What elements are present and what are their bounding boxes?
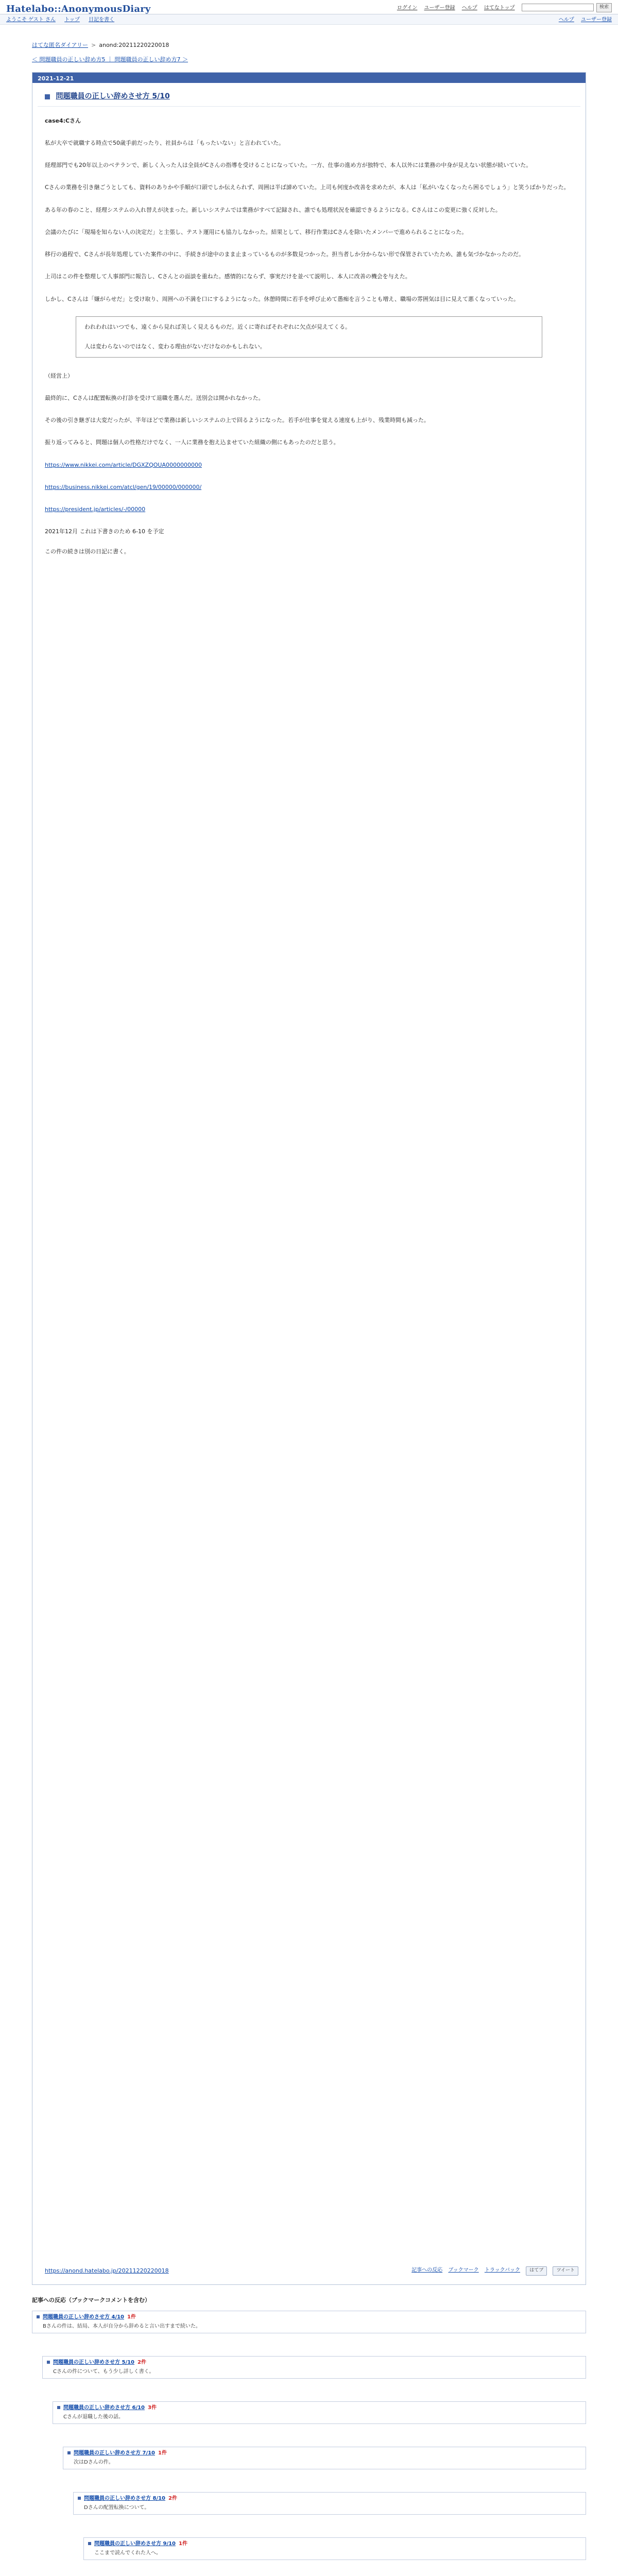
trackback-item (83, 2537, 586, 2560)
subbar-link-register[interactable]: ユーザー登録 (581, 17, 612, 23)
trackback-header (67, 2449, 581, 2458)
trackback-item (63, 2447, 586, 2469)
hatebu-button[interactable]: はてブ (526, 2266, 547, 2276)
subbar-link-top[interactable]: トップ (64, 17, 80, 23)
header-links (392, 3, 612, 12)
trackback-title-link[interactable]: 問題職員の正しい辞めさせ方 5/10 (53, 2360, 135, 2365)
breadcrumb-current: anond:20211220220018 (99, 42, 169, 48)
trackback-count: 1件 (158, 2450, 167, 2456)
trackback-item (73, 2492, 586, 2515)
trackback-count: 3件 (148, 2405, 157, 2411)
entry-tools (407, 2266, 578, 2276)
trackback-title-link[interactable]: 問題職員の正しい辞めさせ方 4/10 (43, 2314, 125, 2320)
entry-external-link[interactable]: https://www.nikkei.com/article/DGXZQOUA0000000000 (45, 461, 202, 468)
search-button[interactable]: 検索 (596, 3, 612, 12)
trackbacks-heading: 記事への反応（ブックマークコメントを含む） (32, 2297, 151, 2303)
page-header (0, 0, 618, 14)
entry-paragraph: Cさんの業務を引き継ごうとしても、資料のありかや手順が口頭でしか伝えられず、周囲は半ば諦めていた。上司も何度か改善を求めたが、本人は「私がいなくなったら困るでしょう」と笑うばかりだった。 (45, 184, 570, 191)
trackback-snippet: 次はDさんの件。 (74, 2459, 114, 2465)
trackback-bullet-icon (67, 2451, 71, 2454)
related-entries-nav[interactable] (32, 55, 188, 64)
trackback-header (47, 2358, 581, 2367)
header-link-help[interactable]: ヘルプ (461, 5, 477, 11)
entry-paragraph: （経営上） (45, 372, 73, 379)
trackback-title-link[interactable]: 問題職員の正しい辞めさせ方 7/10 (74, 2450, 156, 2456)
trackback-snippet: ここまで読んでくれた人へ。 (94, 2550, 161, 2556)
trackbacks-section (32, 2295, 586, 2556)
entry-tool-trackback[interactable]: トラックバック (484, 2267, 521, 2273)
trackback-header (57, 2403, 581, 2413)
entry-paragraph: その後の引き継ぎは大変だったが、半年ほどで業務は新しいシステムの上で回るようになった。若手が仕事を覚える速度も上がり、残業時間も減った。 (45, 417, 430, 423)
breadcrumb-separator: > (91, 42, 96, 48)
header-link-login[interactable]: ログイン (397, 5, 418, 11)
entry-external-link[interactable]: https://president.jp/articles/-/00000 (45, 506, 146, 513)
trackback-count: 2件 (138, 2360, 146, 2365)
entry-closing: 2021年12月 これは下書きのため 6-10 を予定 この件の続きは別の日記に書く。 (45, 528, 164, 555)
trackback-title-link[interactable]: 問題職員の正しい辞めさせ方 8/10 (84, 2496, 166, 2501)
entry-paragraph: 移行の過程で、Cさんが長年処理していた案件の中に、手続きが途中のまま止まっているものが多数見つかった。担当者しか分からない形で保管されていたため、誰も気づかなかったのだ。 (45, 251, 525, 258)
entry-footer (45, 2266, 578, 2279)
trackback-snippet: Cさんが退職した後の話。 (63, 2414, 124, 2420)
breadcrumb (32, 40, 169, 50)
trackback-count: 1件 (127, 2314, 136, 2320)
trackback-bullet-icon (37, 2315, 40, 2318)
entry-body (32, 107, 586, 557)
entry-date: 2021-12-21 (32, 73, 586, 83)
trackback-item (42, 2356, 586, 2379)
entry-paragraph: 最終的に、Cさんは配置転換の打診を受けて退職を選んだ。送別会は開かれなかった。 (45, 394, 264, 401)
entry-paragraph: しかし、Cさんは「嫌がらせだ」と受け取り、周囲への不満を口にするようになった。休憩時間に若手を呼び止めて愚痴を言うことも増え、職場の雰囲気は目に見えて悪くなっていった。 (45, 295, 520, 302)
trackback-item (53, 2401, 586, 2424)
subbar-link-help[interactable]: ヘルプ (558, 17, 574, 23)
title-bullet-icon (45, 94, 50, 99)
tweet-button[interactable]: ツイート (553, 2266, 578, 2276)
subbar-welcome: ようこそ ゲスト さん (6, 17, 56, 23)
site-logo[interactable]: Hatelabo::AnonymousDiary (6, 4, 151, 14)
entry-paragraph: 上司はこの件を整理して人事部門に報告し、Cさんとの面談を重ねた。感情的にならず、事実だけを並べて説明し、本人に改善の機会を与えた。 (45, 273, 411, 280)
trackback-count: 2件 (168, 2496, 177, 2501)
trackback-header (37, 2313, 581, 2322)
entry-tool-reactions[interactable]: 記事への反応 (411, 2267, 443, 2273)
trackback-bullet-icon (88, 2542, 91, 2545)
sub-bar (0, 14, 618, 25)
entry-paragraph: case4:Cさん (45, 117, 81, 124)
trackback-bullet-icon (78, 2497, 81, 2500)
entry-paragraph: 振り返ってみると、問題は個人の性格だけでなく、一人に業務を抱え込ませていた組織の側にもあったのだと思う。 (45, 439, 339, 446)
trackback-title-link[interactable]: 問題職員の正しい辞めさせ方 6/10 (63, 2405, 145, 2411)
trackback-snippet: Bさんの件は、結局、本人が自分から辞めると言い出すまで続いた。 (43, 2323, 201, 2329)
search-input[interactable] (522, 4, 594, 11)
entry-external-link[interactable]: https://business.nikkei.com/atcl/gen/19/00000/000000/ (45, 483, 202, 490)
entry-tool-bookmark[interactable]: ブックマーク (448, 2267, 479, 2273)
entry-paragraph: 私が大卒で就職する時点で50歳手前だったり、社員からは「もったいない」と言われていた。 (45, 139, 284, 146)
trackback-bullet-icon (57, 2406, 60, 2409)
entry-blockquote: われわれはいつでも、遠くから見れば美しく見えるものだ。近くに寄ればそれぞれに欠点が見えてくる。 人は変わらないのではなく、変わる理由がないだけなのかもしれない。 (76, 316, 542, 358)
breadcrumb-parent[interactable]: はてな匿名ダイアリー (32, 42, 89, 48)
trackback-item (32, 2311, 586, 2333)
entry-card (32, 72, 586, 2285)
entry-paragraph: ある年の春のこと、経理システムの入れ替えが決まった。新しいシステムでは業務がすべて記録され、誰でも処理状況を確認できるようになる。Cさんはこの変更に強く反対した。 (45, 206, 501, 213)
entry-title-row (38, 83, 580, 107)
trackback-title-link[interactable]: 問題職員の正しい辞めさせ方 9/10 (94, 2541, 176, 2547)
entry-permalink[interactable]: https://anond.hatelabo.jp/20211220220018 (45, 2267, 169, 2274)
related-entries-link[interactable]: ＜ 問題職員の正しい辞め方5 ｜ 問題職員の正しい辞め方7 ＞ (32, 56, 188, 63)
trackback-count: 1件 (179, 2541, 187, 2547)
trackback-snippet: Dさんの配置転換について。 (84, 2504, 150, 2511)
subbar-link-write[interactable]: 日記を書く (89, 17, 115, 23)
trackback-header (88, 2539, 581, 2549)
trackback-bullet-icon (47, 2361, 50, 2364)
entry-paragraph: 会議のたびに「現場を知らない人の決定だ」と主張し、テスト運用にも協力しなかった。結果として、移行作業はCさんを除いたメンバーで進められることになった。 (45, 228, 468, 235)
header-link-hatena-top[interactable]: はてなトップ (484, 5, 515, 11)
trackback-snippet: Cさんの件について、もう少し詳しく書く。 (53, 2368, 154, 2375)
header-link-register[interactable]: ユーザー登録 (424, 5, 455, 11)
entry-paragraph: 経理部門でも20年以上のベテランで、新しく入った人は全員がCさんの指導を受けることになっていた。一方、仕事の進め方が独特で、本人以外には業務の中身が見えない状態が続いていた。 (45, 162, 532, 168)
trackback-header (78, 2494, 581, 2503)
entry-title[interactable]: 問題職員の正しい辞めさせ方 5/10 (56, 92, 170, 100)
